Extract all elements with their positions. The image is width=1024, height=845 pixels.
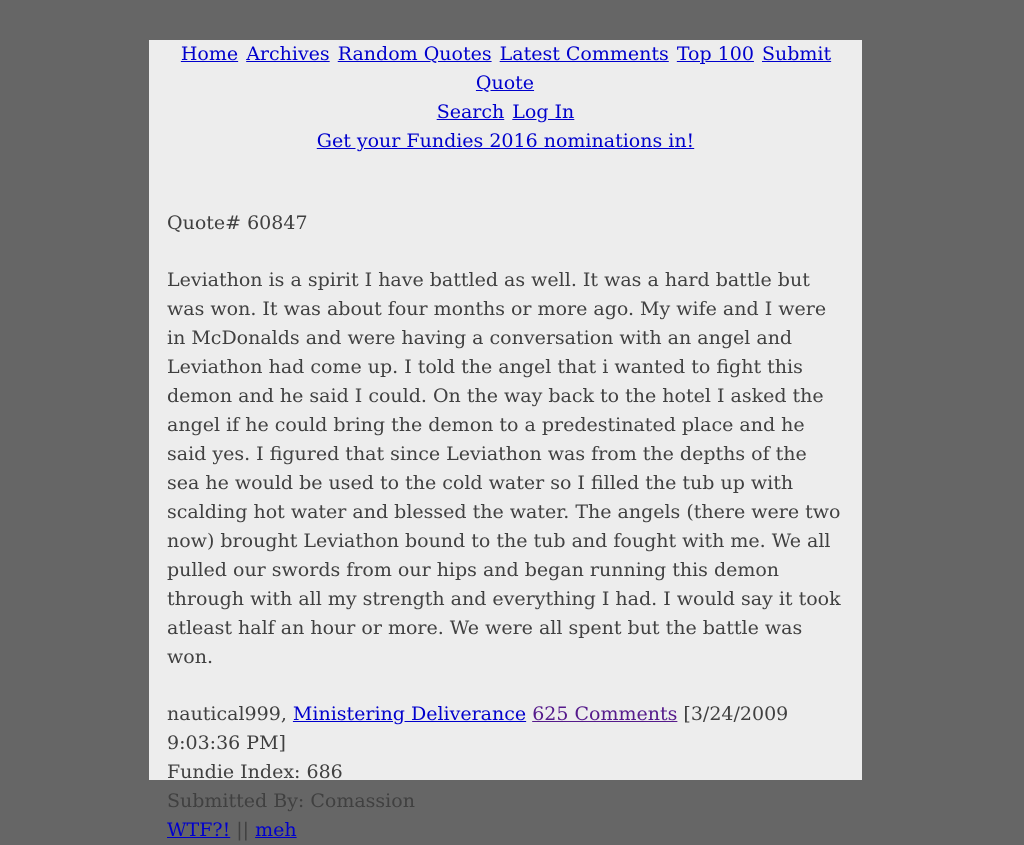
source-link[interactable]: Ministering Deliverance bbox=[292, 703, 527, 725]
nav-random-quotes-link[interactable]: Random Quotes bbox=[337, 43, 492, 65]
quote-author: nautical999, bbox=[167, 703, 287, 725]
vote-meh-link[interactable]: meh bbox=[255, 819, 297, 841]
quote-timestamp: [3/24/2009 9:03:36 PM] bbox=[167, 703, 789, 754]
vote-separator: || bbox=[236, 819, 250, 841]
nav-latest-comments-link[interactable]: Latest Comments bbox=[499, 43, 669, 65]
vote-row bbox=[167, 816, 844, 845]
quote-number: Quote# 60847 bbox=[167, 212, 308, 234]
nav-top-100-link[interactable]: Top 100 bbox=[676, 43, 754, 65]
fundie-index: Fundie Index: 686 bbox=[167, 761, 343, 783]
content-panel bbox=[149, 40, 862, 841]
quote-body: Leviathon is a spirit I have battled as well. It was a hard battle but was won. It was about four months or more ago. My wife and I were in McDonalds and were having a conversation with an angel and Leviathon had come up. I told the angel that i wanted to fight this demon and he said I could. On the way back to the hotel I asked the angel if he could bring the demon to a predestinated place and he said yes. I figured that since Leviathon was from the depths of the sea he would be used to the cold water so I filled the tub up with scalding hot water and blessed the water. The angels (there were two now) brought Leviathon bound to the tub and fought with me. We all pulled our swords from our hips and began running this demon through with all my strength and everything I had. I would say it took atleast half an hour or more. We were all spent but the battle was won. bbox=[167, 269, 841, 668]
nav-search-link[interactable]: Search bbox=[436, 101, 505, 123]
nav-home-link[interactable]: Home bbox=[180, 43, 239, 65]
vote-wtf-link[interactable]: WTF?! bbox=[167, 819, 231, 841]
top-nav bbox=[149, 40, 862, 156]
quote-block bbox=[149, 209, 862, 845]
nominations-promo-link[interactable]: Get your Fundies 2016 nominations in! bbox=[316, 130, 695, 152]
nav-submit-quote-link[interactable]: Submit Quote bbox=[475, 43, 832, 94]
submitted-by: Submitted By: Comassion bbox=[167, 790, 415, 812]
quote-attribution bbox=[167, 700, 844, 758]
nav-log-in-link[interactable]: Log In bbox=[512, 101, 575, 123]
nav-archives-link[interactable]: Archives bbox=[246, 43, 330, 65]
comments-link[interactable]: 625 Comments bbox=[532, 703, 678, 725]
